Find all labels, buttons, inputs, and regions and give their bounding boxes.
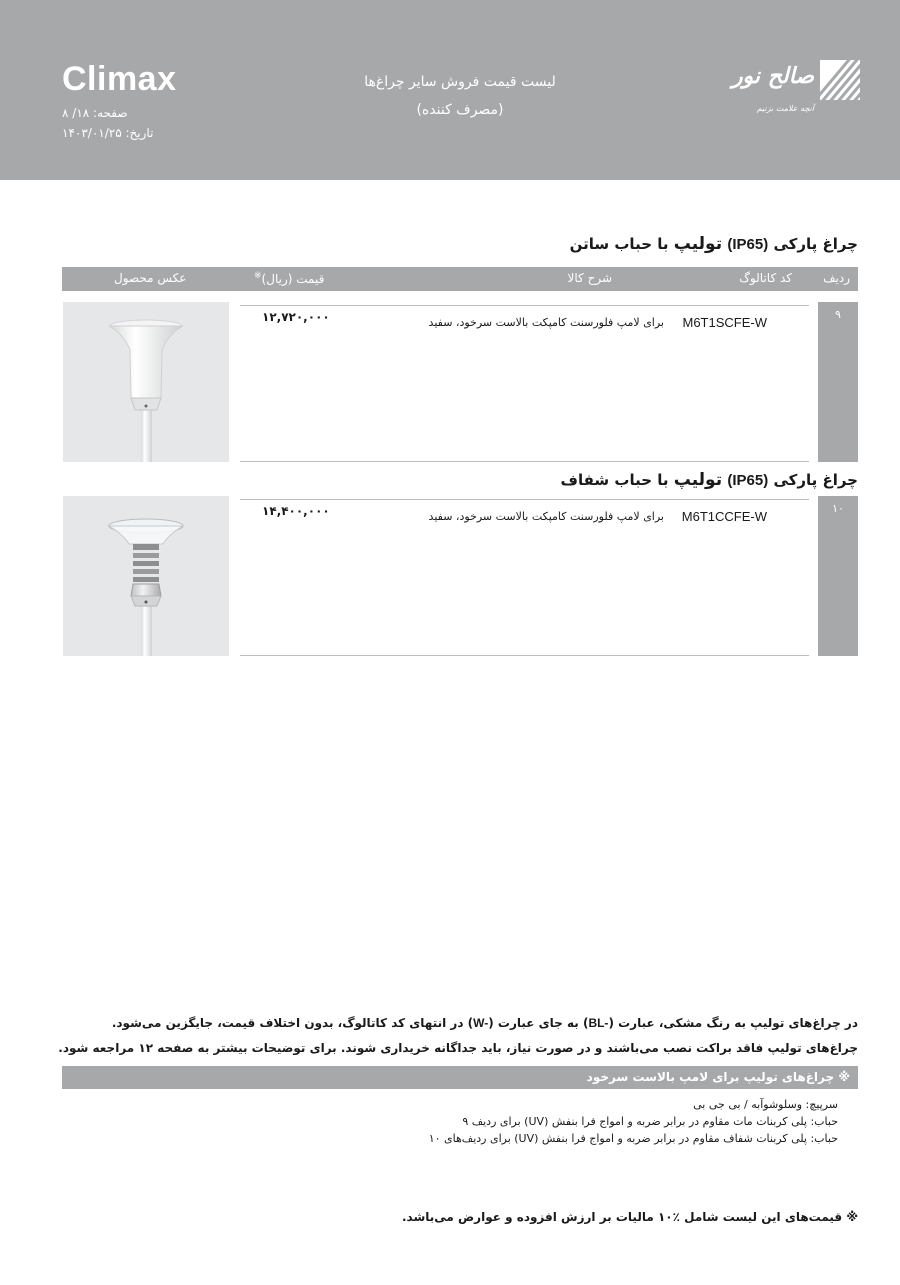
catalog-code: M6T1SCFE-W xyxy=(682,315,767,330)
brand-name: Climax xyxy=(62,60,177,98)
logo-tagline: آنچه علامت بزنیم xyxy=(756,104,814,113)
col-price: ※قیمت (ریال) xyxy=(254,271,325,286)
col-photo: عکس محصول xyxy=(114,271,187,285)
product-photo-satin xyxy=(63,302,229,462)
col-code: کد کاتالوگ xyxy=(739,271,792,285)
title-line-1: لیست قیمت فروش سایر چراغ‌ها xyxy=(364,74,556,90)
page-number: صفحه: ۱۸/ ۸ xyxy=(62,106,128,120)
col-desc: شرح کالا xyxy=(567,271,612,285)
tulip-clear-lamp-icon xyxy=(63,496,229,656)
note-bar xyxy=(62,1066,858,1089)
catalog-code: M6T1CCFE-W xyxy=(681,509,767,524)
logo-mark-icon xyxy=(820,60,860,100)
note-bar-title: ※ چراغ‌های تولیپ برای لامپ بالاست سرخود xyxy=(586,1070,850,1084)
product-description: برای لامپ فلورسنت کامپکت بالاست سرخود، سفید xyxy=(428,316,664,329)
footer-tax-note: ※ قیمت‌های این لیست شامل ٪۱۰ مالیات بر ارزش افزوده و عوارض می‌باشد. xyxy=(401,1210,858,1224)
document-title xyxy=(300,68,620,124)
table-row xyxy=(240,499,809,656)
note-bracket: چراغ‌های تولیپ فاقد براکت نصب می‌باشند و در صورت نیاز، باید جداگانه خریداری شوند. برای توضیحات بیشتر به صفحه ۱۲ مراجعه شود. xyxy=(58,1041,858,1055)
product-description: برای لامپ فلورسنت کامپکت بالاست سرخود، سفید xyxy=(428,510,664,523)
table-header xyxy=(62,267,858,291)
row-number: ۱۰ xyxy=(818,496,858,656)
spec-item: حباب: پلی کربنات مات مقاوم در برابر ضربه و امواج فرا بنفش (UV) برای ردیف ۹ xyxy=(462,1115,838,1128)
product-photo-clear xyxy=(63,496,229,656)
spec-list xyxy=(238,1096,838,1147)
price-asterisk: ※ xyxy=(254,271,262,281)
table-row xyxy=(240,305,809,462)
page-meta xyxy=(62,103,262,143)
title-line-2: (مصرف کننده) xyxy=(416,102,504,118)
date-line: تاریخ: ۱۴۰۳/۰۱/۲۵ xyxy=(62,126,154,140)
spec-item: حباب: پلی کربنات شفاف مقاوم در برابر ضربه و امواج فرا بنفش (UV) برای ردیف‌های ۱۰ xyxy=(428,1132,838,1145)
logo-wordmark: صالح نور xyxy=(731,64,814,89)
spec-item: سرپیچ: وسلوشوآبه / بی جی بی xyxy=(693,1098,838,1111)
product-price: ۱۲,۷۲۰,۰۰۰ xyxy=(262,310,330,324)
row-number: ۹ xyxy=(818,302,858,462)
section-title-satin: چراغ پارکی (IP65) تولیپ با حباب ساتن xyxy=(569,234,858,254)
note-black-color: در چراغ‌های تولیپ به رنگ مشکی، عبارت (BL-) به جای عبارت (W-) در انتهای کد کاتالوگ، بدون اختلاف قیمت، جایگزین می‌شود. xyxy=(111,1016,858,1030)
company-logo xyxy=(720,60,860,125)
section-title-clear: چراغ پارکی (IP65) تولیپ با حباب شفاف xyxy=(560,470,858,490)
product-price: ۱۴,۴۰۰,۰۰۰ xyxy=(262,504,330,518)
col-row: ردیف xyxy=(823,271,850,285)
tulip-satin-lamp-icon xyxy=(63,302,229,462)
page-header xyxy=(0,0,900,180)
